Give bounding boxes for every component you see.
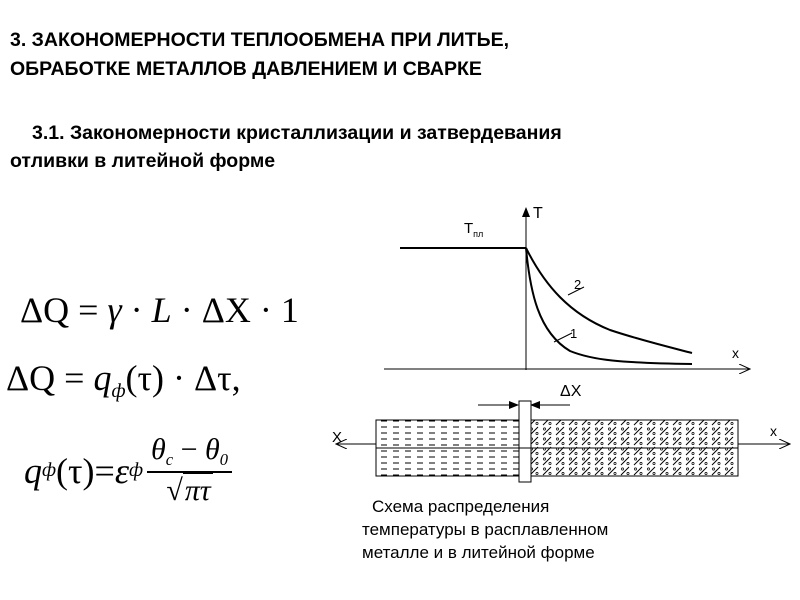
temperature-distribution-diagram: [320, 196, 800, 486]
t-pl-label: $T_{пл}$: [464, 220, 484, 239]
right-x-label: x: [770, 423, 777, 439]
f2-lhs: ΔQ: [6, 358, 56, 398]
t-axis-label: T: [533, 205, 543, 222]
f1-dx: ΔX: [201, 290, 251, 330]
x-axis-label: x: [732, 345, 739, 361]
title-line-2: ОБРАБОТКЕ МЕТАЛЛОВ ДАВЛЕНИЕМ И СВАРКЕ: [10, 58, 482, 80]
f3-fraction: [147, 435, 232, 506]
page-title: [10, 26, 790, 84]
delta-x-label: ΔX: [560, 383, 582, 400]
section-heading-line-1: 3.1. Закономерности кристаллизации и затвердевания: [32, 122, 562, 144]
f1-lhs: ΔQ: [20, 290, 70, 330]
f1-l: L: [151, 290, 172, 330]
solidified-layer-region: [519, 401, 531, 482]
f2-eq: =: [55, 358, 94, 398]
left-x-label: X: [332, 429, 343, 446]
formula-heat-flux: [6, 360, 241, 402]
f1-dot-3: ·: [250, 290, 281, 330]
caption-line-2: температуры в расплавленном: [362, 520, 609, 539]
title-line-1: 3. ЗАКОНОМЕРНОСТИ ТЕПЛООБМЕНА ПРИ ЛИТЬЕ,: [10, 29, 510, 51]
section-heading-line-2: отливки в литейной форме: [10, 150, 276, 172]
f1-one: 1: [280, 290, 299, 330]
f1-dot-1: ·: [121, 290, 152, 330]
f2-dtau: Δτ: [193, 358, 232, 398]
f3-eps: ε: [114, 450, 129, 491]
curve-2-label: 2: [574, 277, 582, 292]
formula-block: [0, 270, 330, 540]
f3-theta-c: θ: [151, 433, 166, 466]
f2-q: q: [93, 358, 112, 398]
f2-q-sub: ф: [111, 379, 126, 402]
f3-eps-sub: ф: [129, 458, 144, 481]
f3-eq: =: [94, 450, 115, 491]
diagram-caption: [362, 495, 742, 564]
caption-line-3: металле и в литейной форме: [362, 543, 595, 562]
f3-sqrt-arg: πτ: [184, 474, 211, 508]
f3-q: q: [24, 450, 42, 491]
f3-theta-0-sub: 0: [219, 449, 229, 469]
f3-q-sub: ф: [42, 458, 57, 481]
formula-heat-latent: [20, 292, 299, 328]
temperature-curve-2: [526, 248, 692, 353]
f3-numerator: [147, 435, 232, 473]
f3-minus: −: [173, 433, 206, 466]
f2-dot: ·: [163, 358, 194, 398]
f2-arg: (τ): [125, 358, 164, 398]
f3-denominator: [166, 473, 212, 506]
f3-arg: (τ): [56, 450, 95, 491]
section-heading: [10, 119, 790, 175]
f3-sqrt-sign: √: [166, 474, 183, 508]
caption-line-1: Схема распределения: [372, 497, 550, 516]
f1-dot-2: ·: [171, 290, 202, 330]
f2-tail: ,: [231, 358, 241, 398]
f1-gamma: γ: [107, 290, 122, 330]
curve-1-label: 1: [570, 326, 578, 341]
formula-flux-density: [24, 435, 232, 506]
f3-theta-0: θ: [205, 433, 220, 466]
f1-eq: =: [69, 290, 108, 330]
f3-theta-c-sub: c: [165, 449, 174, 469]
